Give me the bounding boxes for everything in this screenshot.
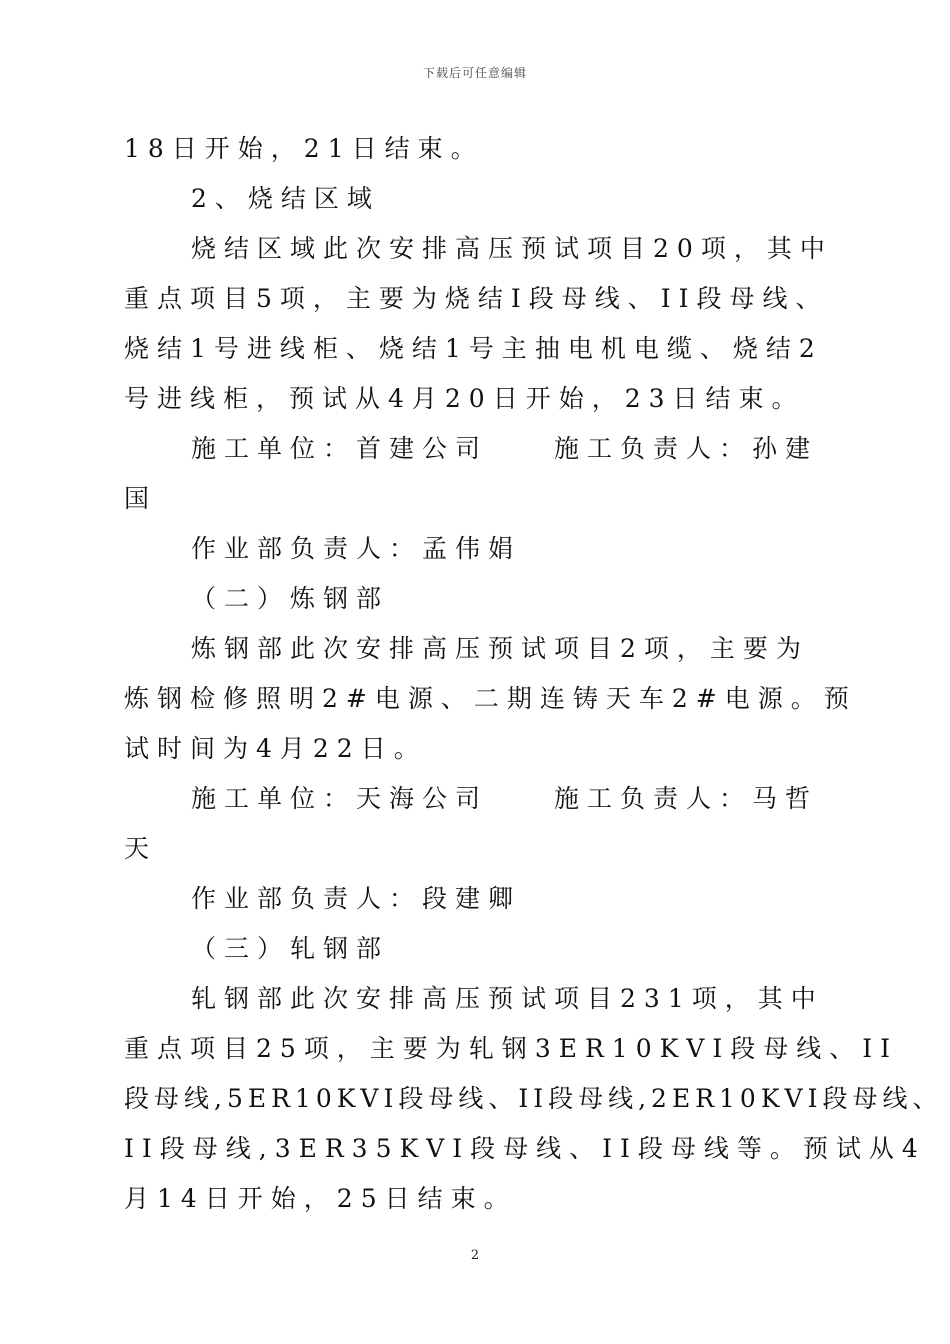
- text-line: 烧结1号进线柜、烧结1号主抽电机电缆、烧结2: [124, 334, 823, 363]
- text-line: 国: [124, 484, 158, 513]
- text-line: 段母线,5ER10KVI段母线、II段母线,2ER10KVI段母线、: [124, 1084, 943, 1113]
- text-line: 重点项目25项，主要为轧钢3ER10KVI段母线、II: [124, 1034, 898, 1063]
- text-line: 重点项目5项，主要为烧结I段母线、II段母线、: [124, 284, 829, 313]
- text-line: 炼钢检修照明2#电源、二期连铸天车2#电源。预: [124, 684, 857, 713]
- section-heading: 2、烧结区域: [191, 184, 380, 213]
- text-line: 施工单位：天海公司 施工负责人：马哲: [191, 784, 819, 813]
- text-line: 号进线柜，预试从4月20日开始，23日结束。: [124, 384, 805, 413]
- text-line: 轧钢部此次安排高压预试项目231项，其中: [191, 984, 824, 1013]
- text-line: 炼钢部此次安排高压预试项目2项，主要为: [191, 634, 809, 663]
- page-header: 下载后可任意编辑: [422, 66, 527, 80]
- section-heading: （二）炼钢部: [191, 584, 390, 613]
- text-line: 18日开始，21日结束。: [124, 134, 484, 163]
- text-line: 施工单位：首建公司 施工负责人：孙建: [191, 434, 819, 463]
- text-line: 作业部负责人：孟伟娟: [191, 534, 522, 563]
- text-line: II段母线,3ER35KVI段母线、II段母线等。预试从4: [124, 1134, 926, 1163]
- text-line: 烧结区域此次安排高压预试项目20项，其中: [191, 234, 833, 263]
- text-line: 天: [124, 834, 158, 863]
- page-number: 2: [470, 1248, 480, 1263]
- text-line: 作业部负责人：段建卿: [191, 884, 522, 913]
- text-line: 试时间为4月22日。: [124, 734, 427, 763]
- text-line: 月14日开始，25日结束。: [124, 1184, 517, 1213]
- section-heading: （三）轧钢部: [191, 934, 390, 963]
